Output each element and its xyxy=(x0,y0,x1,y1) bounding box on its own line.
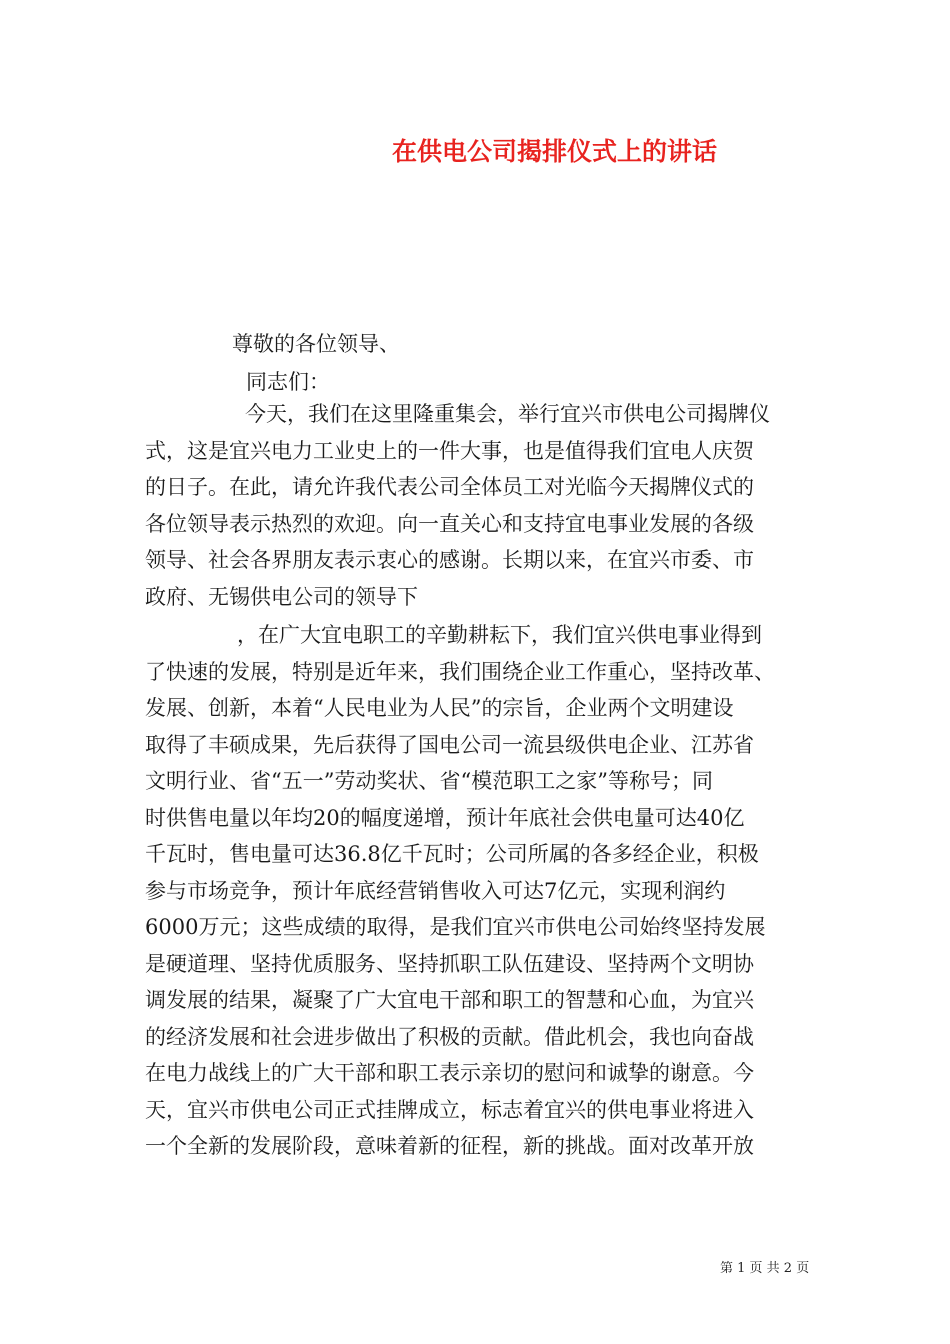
paragraph-line: ，在广大宜电职工的辛勤耕耘下，我们宜兴供电事业得到 xyxy=(237,623,762,647)
paragraph-line: 天，宜兴市供电公司正式挂牌成立，标志着宜兴的供电事业将进入 xyxy=(145,1097,754,1122)
paragraph-line: 今天，我们在这里隆重集会，举行宜兴市供电公司揭牌仪 xyxy=(245,402,770,426)
salutation-line-1: 尊敬的各位领导、 xyxy=(232,332,400,356)
paragraph-line: 的经济发展和社会进步做出了积极的贡献。借此机会，我也向奋战 xyxy=(145,1024,754,1049)
paragraph-line: 了快速的发展，特别是近年来，我们围绕企业工作重心，坚持改革、 xyxy=(145,659,775,684)
paragraph-line: 是硬道理、坚持优质服务、坚持抓职工队伍建设、坚持两个文明协 xyxy=(145,951,754,976)
document-title: 在供电公司揭排仪式上的讲话 xyxy=(392,137,718,166)
paragraph-line: 的日子。在此，请允许我代表公司全体员工对光临今天揭牌仪式的 xyxy=(145,475,754,499)
paragraph-line: 领导、社会各界朋友表示衷心的感谢。长期以来，在宜兴市委、市 xyxy=(145,548,754,572)
paragraph-2 xyxy=(145,617,825,1165)
paragraph-line: 各位领导表示热烈的欢迎。向一直关心和支持宜电事业发展的各级 xyxy=(145,511,754,536)
paragraph-line: 式，这是宜兴电力工业史上的一件大事，也是值得我们宜电人庆贺 xyxy=(145,438,754,463)
salutation-line-2: 同志们： xyxy=(246,370,330,394)
paragraph-line: 在电力战线上的广大干部和职工表示亲切的慰问和诚挚的谢意。今 xyxy=(145,1061,754,1085)
paragraph-line: 时供售电量以年均20的幅度递增，预计年底社会供电量可达40亿 xyxy=(145,805,745,830)
paragraph-line: 文明行业、省“五一”劳动奖状、省“模范职工之家”等称号；同 xyxy=(145,769,713,793)
paragraph-line: 6000万元；这些成绩的取得，是我们宜兴市供电公司始终坚持发展 xyxy=(145,915,766,939)
paragraph-line: 调发展的结果，凝聚了广大宜电干部和职工的智慧和心血，为宜兴 xyxy=(145,988,754,1012)
paragraph-line: 取得了丰硕成果，先后获得了国电公司一流县级供电企业、江苏省 xyxy=(145,732,754,757)
page-footer: 第 1 页 共 2 页 xyxy=(720,1261,810,1276)
paragraph-line: 发展、创新，本着“人民电业为人民”的宗旨，企业两个文明建设 xyxy=(145,696,734,720)
paragraph-line: 政府、无锡供电公司的领导下 xyxy=(145,584,418,609)
paragraph-line: 千瓦时，售电量可达36.8亿千瓦时；公司所属的各多经企业，积极 xyxy=(145,842,759,866)
paragraph-line: 一个全新的发展阶段，意味着新的征程，新的挑战。面对改革开放 xyxy=(145,1134,754,1158)
paragraph-1 xyxy=(145,396,825,615)
paragraph-line: 参与市场竞争，预计年底经营销售收入可达7亿元，实现利润约 xyxy=(145,878,726,903)
